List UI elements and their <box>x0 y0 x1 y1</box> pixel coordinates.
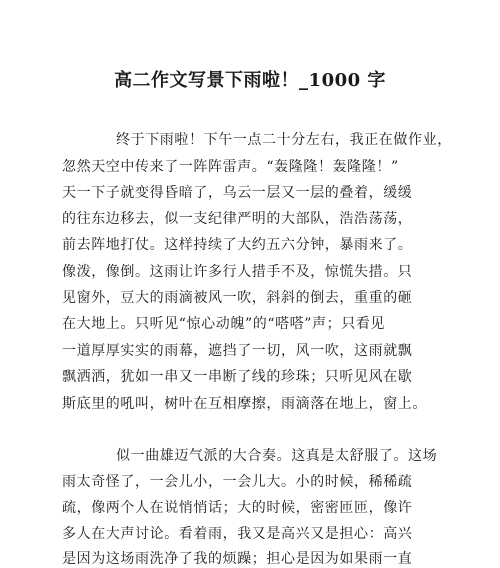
paragraph-line: 似一曲雄迈气派的大合奏。这真是太舒服了。这场 <box>116 448 438 464</box>
paragraph-line: 见窗外，豆大的雨滴被风一吹，斜斜的倒去，重重的砸 <box>62 290 413 306</box>
paragraph-line: 的往东边移去，似一支纪律严明的大部队，浩浩荡荡， <box>62 211 413 227</box>
paragraph-line: 在大地上。只听见“惊心动魄”的“嗒嗒”声；只看见 <box>62 316 386 332</box>
paragraph-line: 是因为这场雨洗净了我的烦躁；担心是因为如果雨一直 <box>62 551 413 567</box>
paragraph-line: 前去阵地打仗。这样持续了大约五六分钟，暴雨来了。 <box>62 237 413 253</box>
paragraph-line: 一道厚厚实实的雨幕，遮挡了一切，风一吹，这雨就飘 <box>62 343 413 359</box>
paragraph-line: 多人在大声讨论。看着雨，我又是高兴又是担心：高兴 <box>62 526 413 542</box>
paragraph-line: 忽然天空中传来了一阵阵雷声。“轰隆隆！轰隆隆！” <box>62 159 399 175</box>
paragraph-line: 雨太奇怪了，一会儿小，一会儿大。小的时候，稀稀疏 <box>62 474 413 490</box>
paragraph-line: 斯底里的吼叫，树叶在互相摩擦，雨滴落在地上，窗上。 <box>62 396 427 412</box>
paragraph-line: 疏，像两个人在说悄悄话；大的时候，密密匝匝，像许 <box>62 500 413 516</box>
paragraph-line: 像泼，像倒。这雨让许多行人措手不及，惊慌失措。只 <box>62 264 413 280</box>
paragraph-line: 天一下子就变得昏暗了，乌云一层又一层的叠着，缓缓 <box>62 185 413 201</box>
paragraph-line: 终于下雨啦！下午一点二十分左右，我正在做作业， <box>116 132 452 148</box>
document-title: 高二作文写景下雨啦！_1000 字 <box>114 70 386 91</box>
paragraph-line: 飘洒洒，犹如一串又一串断了线的珍珠；只听见风在歇 <box>62 369 413 385</box>
